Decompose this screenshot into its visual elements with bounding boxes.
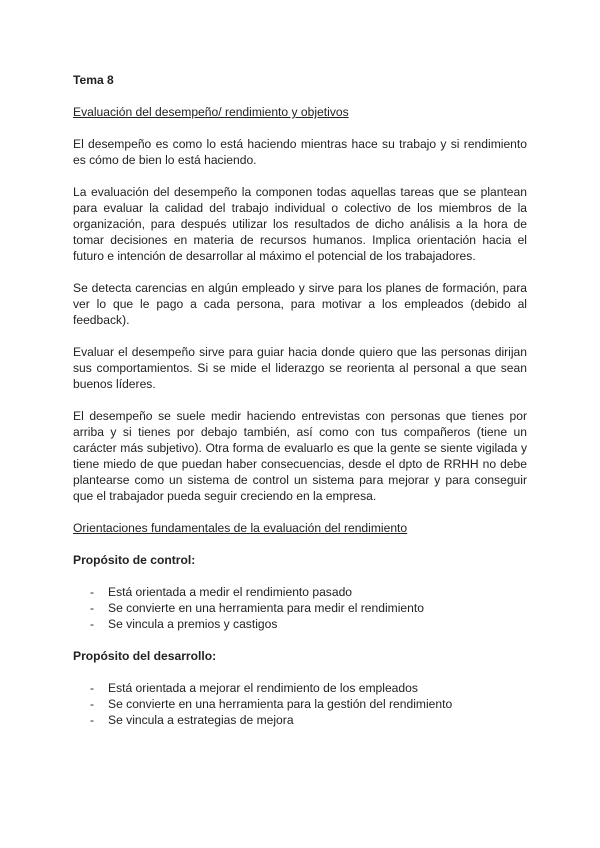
list-item-text: Se convierte en una herramienta para la gestión del rendimiento	[108, 697, 453, 711]
bullet-list-desarrollo	[73, 680, 527, 728]
bullet-dash: -	[90, 713, 95, 727]
document-title: Tema 8	[73, 73, 114, 87]
paragraph-desempeno-definicion: El desempeño es como lo está haciendo mientras hace su trabajo y si rendimiento es cómo de bien lo está haciendo.	[73, 137, 527, 167]
list-item-text: Está orientada a mejorar el rendimiento de los empleados	[108, 681, 418, 695]
bullet-list-control	[73, 584, 527, 632]
bullet-dash: -	[90, 617, 95, 631]
bullet-dash: -	[90, 681, 95, 695]
bullet-dash: -	[90, 601, 95, 615]
list-item-text: Se vincula a estrategias de mejora	[108, 713, 294, 727]
paragraph-carencias: Se detecta carencias en algún empleado y sirve para los planes de formación, para ver lo que le pago a cada persona, para motivar a los empleados (debido al feedback).	[73, 281, 527, 327]
list-item-text: Está orientada a medir el rendimiento pasado	[108, 585, 353, 599]
list-item	[73, 600, 527, 616]
subheading-proposito-desarrollo: Propósito del desarrollo:	[73, 649, 217, 663]
list-item	[73, 584, 527, 600]
list-item-text: Se vincula a premios y castigos	[108, 617, 278, 631]
paragraph-medicion-entrevistas: El desempeño se suele medir haciendo entrevistas con personas que tienes por arriba y si tienes por debajo también, así como con tus compañeros (tiene un carácter más subjetivo). Otra forma de evaluarlo es que la gente se siente vigilada y tiene miedo de que puedan haber consecuencias, desde el dpto de RRHH no debe plantearse como un sistema de control un sistema para mejorar y para conseguir que el trabajador pueda seguir creciendo en la empresa.	[73, 409, 527, 503]
paragraph-guiar-comportamientos: Evaluar el desempeño sirve para guiar hacia donde quiero que las personas dirijan sus comportamientos. Si se mide el liderazgo se reorienta al personal a que sean buenos líderes.	[73, 345, 527, 391]
list-item	[73, 712, 527, 728]
bullet-dash: -	[90, 697, 95, 711]
bullet-dash: -	[90, 585, 95, 599]
list-item	[73, 696, 527, 712]
document-page	[73, 72, 527, 728]
section-heading-orientaciones: Orientaciones fundamentales de la evaluación del rendimiento	[73, 521, 408, 535]
paragraph-evaluacion-definicion: La evaluación del desempeño la componen todas aquellas tareas que se plantean para evaluar la calidad del trabajo individual o colectivo de los miembros de la organización, para después utilizar los resultados de dicho análisis a la hora de tomar decisiones en materia de recursos humanos. Implica orientación hacia el futuro e intención de desarrollar al máximo el potencial de los trabajadores.	[73, 185, 527, 263]
section-heading-evaluacion: Evaluación del desempeño/ rendimiento y objetivos	[73, 105, 349, 119]
list-item-text: Se convierte en una herramienta para medir el rendimiento	[108, 601, 424, 615]
list-item	[73, 680, 527, 696]
subheading-proposito-control: Propósito de control:	[73, 553, 196, 567]
list-item	[73, 616, 527, 632]
